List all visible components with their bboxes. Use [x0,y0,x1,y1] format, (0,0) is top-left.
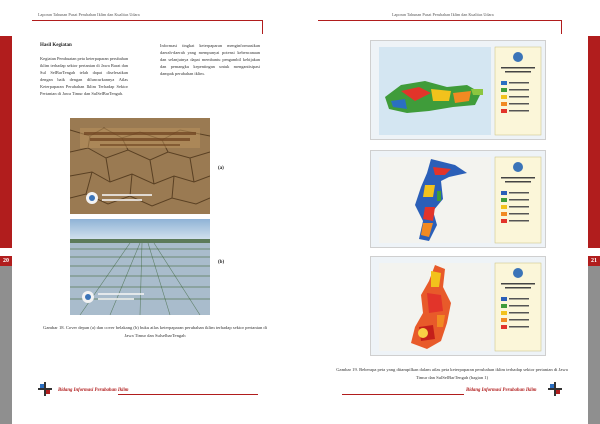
footer-logo-left-icon [38,382,52,396]
footer-rule-left [118,394,258,395]
page-number-right: 21 [588,256,600,266]
paragraph-2: Informasi tingkat keterpaparan menginformasikan daerah-daerah yang mempunyai potensi kebencanaan dan selanjutnya dapat membantu pengambil kebijakan dan pemangku kepentingan untuk mengantisipasi dampak perubahan iklim. [160,43,260,76]
header-tick-left [262,20,263,34]
figure-label-a: (a) [218,166,224,171]
header-left-title: Laporan Tahunan Pusat Perubahan Iklim dan Kualitas Udara [38,12,140,17]
section-heading: Hasil Kegiatan [40,43,72,48]
figure-18-caption: Gambar 18. Cover depan (a) dan cover belakang (b) buku atlas keterpaparan perubahan iklim terhadap sektor pertanian di Jawa Timur dan SulselbarTengah [43,325,267,338]
body-column-1 [40,42,128,97]
header-tick-right [561,20,562,34]
header-rule-right [318,20,561,21]
figure-19-caption: Gambar 19. Beberapa peta yang ditampilkan dalam atlas peta keterpaparan perubahan iklim terhadap sektor pertanian di Jawa Timur dan SulSelBarTengah (bagian 1) [336,367,568,380]
atlas-map-java [370,40,546,140]
paragraph-1: Kegiatan Pembuatan peta keterpaparan perubahan iklim terhadap sektor pertanian di Jawa Barat dan Sul SelBarTengah telah dapat diselesaikan dengan baik dengan diluncurkannya Atlas Keterpaparan Perubahan Iklim Terhadap Sektor Pertanian di Jawa Timur dan SulSelBarTengah. [40,56,129,96]
footer-rule-right [342,394,464,395]
footer-left-text: Bidang Informasi Perubahan Iklim [58,388,129,393]
left-gray-strip [0,266,12,424]
body-column-2 [160,42,260,77]
right-gray-strip [588,266,600,424]
footer-right-text: Bidang Informasi Perubahan Iklim [466,388,537,393]
cover-back-image [70,219,210,315]
header-rule-left [32,20,262,21]
right-red-strip [588,36,600,248]
atlas-map-sulawesi [370,150,546,248]
cover-front-image [70,118,210,214]
left-red-strip [0,36,12,248]
figure-label-b: (b) [218,260,225,265]
atlas-map-south-sulawesi [370,256,546,356]
page-number-left: 20 [0,256,12,266]
header-right-title: Laporan Tahunan Pusat Perubahan Iklim dan Kualitas Udara [392,12,494,17]
footer-logo-right-icon [548,382,562,396]
